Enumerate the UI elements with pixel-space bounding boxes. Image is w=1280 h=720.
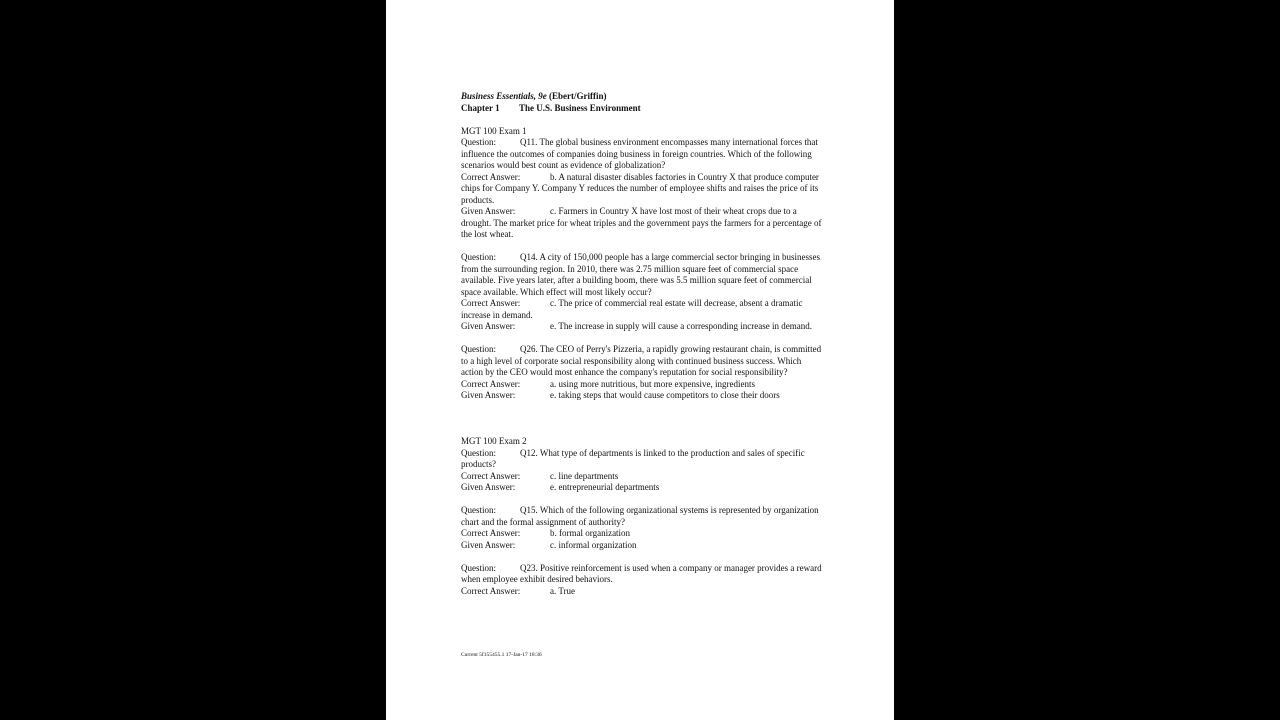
given-answer-label: Given Answer: — [461, 539, 516, 550]
given-answer-label: Given Answer: — [461, 321, 516, 331]
correct-answer-line — [461, 172, 823, 207]
given-answer-line — [461, 540, 823, 552]
correct-answer-text: c. The price of commercial real estate will decrease, absent a dramatic increase in demand. — [461, 298, 803, 320]
question-block — [461, 448, 823, 494]
question-block — [461, 505, 823, 551]
book-line — [461, 91, 823, 103]
chapter-title: The U.S. Business Environment — [519, 102, 641, 113]
question-line — [461, 344, 823, 379]
question-text: Q26. The CEO of Perry's Pizzeria, a rapidly growing restaurant chain, is committed to a high level of corporate social responsibility along with continued business success. Which action by the CEO would most enhance the company's reputation for social responsibility? — [461, 344, 822, 377]
correct-answer-label: Correct Answer: — [461, 470, 521, 481]
question-text: Q11. The global business environment encompasses many international forces that influence the outcomes of companies doing business in foreign countries. Which of the following scenarios would best count as evidence of globalization? — [461, 137, 818, 170]
document-header — [461, 91, 823, 114]
correct-answer-line — [461, 298, 823, 321]
given-answer-text: e. entrepreneurial departments — [550, 482, 660, 492]
question-line — [461, 137, 823, 172]
question-label: Question: — [461, 562, 496, 573]
correct-answer-text: a. using more nutritious, but more expensive, ingredients — [550, 378, 755, 389]
given-answer-text: c. informal organization — [550, 539, 637, 550]
question-label: Question: — [461, 252, 496, 262]
chapter-number: Chapter 1 — [461, 102, 500, 113]
question-text: Q14. A city of 150,000 people has a large commercial sector bringing in businesses from the surrounding region. In 2010, there was 2.75 million square feet of commercial space available. Five years later, after a building boom, there was 5.5 million square feet of commercial space available. Which effect will most likely occur? — [461, 252, 821, 297]
section-spacer — [461, 402, 823, 437]
correct-answer-label: Correct Answer: — [461, 298, 521, 308]
given-answer-line — [461, 390, 823, 402]
question-line — [461, 505, 823, 528]
correct-answer-text: b. A natural disaster disables factories in Country X that produce computer chips for Company Y. Company Y reduces the number of employee shifts and raises the price of its products. — [461, 171, 819, 205]
chapter-line — [461, 103, 823, 115]
question-text: Q23. Positive reinforcement is used when a company or manager provides a reward when employee exhibit desired behaviors. — [461, 562, 822, 584]
question-label: Question: — [461, 344, 496, 354]
question-block — [461, 344, 823, 402]
correct-answer-text: a. True — [550, 585, 576, 596]
question-line — [461, 448, 823, 471]
given-answer-label: Given Answer: — [461, 206, 516, 216]
book-title: Business Essentials, 9e — [461, 91, 547, 101]
correct-answer-text: c. line departments — [550, 470, 619, 481]
exam-title: MGT 100 Exam 2 — [461, 436, 527, 446]
given-answer-label: Given Answer: — [461, 482, 516, 492]
given-answer-line — [461, 321, 823, 333]
given-answer-line — [461, 482, 823, 494]
document-page — [386, 0, 894, 720]
exam-section — [461, 436, 823, 597]
correct-answer-line — [461, 586, 823, 598]
given-answer-line — [461, 206, 823, 241]
question-line — [461, 252, 823, 298]
correct-answer-line — [461, 471, 823, 483]
correct-answer-label: Correct Answer: — [461, 378, 521, 389]
exam-section — [461, 126, 823, 402]
question-block — [461, 563, 823, 598]
question-line — [461, 563, 823, 586]
exam-title: MGT 100 Exam 1 — [461, 125, 527, 136]
question-block — [461, 137, 823, 241]
given-answer-label: Given Answer: — [461, 390, 516, 400]
given-answer-text: c. Farmers in Country X have lost most of their wheat crops due to a drought. The market price for wheat triples and the government pays the farmers for a percentage of the lost wheat. — [461, 206, 822, 239]
given-answer-text: e. The increase in supply will cause a corresponding increase in demand. — [550, 321, 812, 331]
page-content — [461, 91, 823, 597]
question-label: Question: — [461, 447, 496, 458]
book-authors: (Ebert/Griffin) — [546, 91, 607, 101]
correct-answer-label: Correct Answer: — [461, 528, 521, 538]
question-text: Q15. Which of the following organizational systems is represented by organization chart and the formal assignment of authority? — [461, 505, 819, 527]
correct-answer-label: Correct Answer: — [461, 585, 521, 596]
question-text: Q12. What type of departments is linked to the production and sales of specific products? — [461, 447, 805, 469]
page-footer: Current 5f155455.1 17-Jan-17 18:36 — [461, 652, 542, 658]
question-block — [461, 252, 823, 333]
correct-answer-line — [461, 379, 823, 391]
given-answer-text: e. taking steps that would cause competitors to close their doors — [550, 390, 780, 400]
correct-answer-line — [461, 528, 823, 540]
correct-answer-text: b. formal organization — [550, 528, 631, 538]
question-label: Question: — [461, 505, 496, 515]
correct-answer-label: Correct Answer: — [461, 171, 521, 182]
question-label: Question: — [461, 137, 496, 147]
